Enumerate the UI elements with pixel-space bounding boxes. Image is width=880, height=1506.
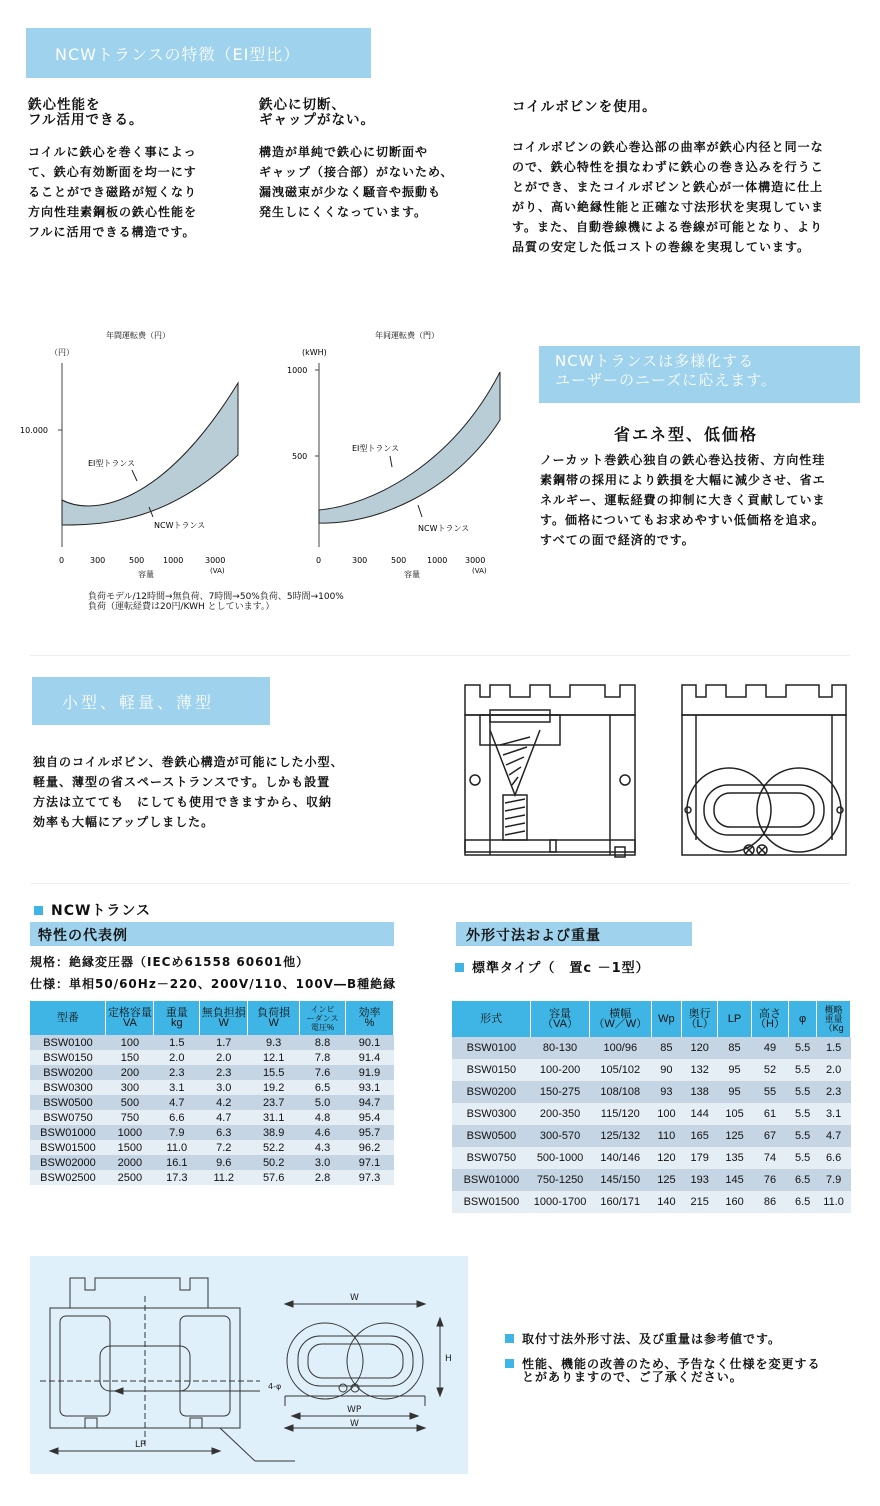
spec-row-cell: 38.9	[248, 1125, 300, 1140]
chart-2-ytick: 500	[292, 452, 308, 461]
spec-heading-text: NCWトランス	[51, 903, 152, 919]
spec-row-cell: 3.1	[154, 1080, 200, 1095]
dims-row-cell: BSW01500	[452, 1191, 531, 1213]
chart-1-xtick: 1000	[163, 556, 184, 565]
compact-body	[33, 752, 393, 832]
spec-row	[30, 1080, 394, 1095]
dims-row-cell: BSW0750	[452, 1147, 531, 1169]
chart-1-xtick: 300	[90, 556, 106, 565]
dims-row-cell: 144	[682, 1103, 718, 1125]
dims-row-cell: BSW0150	[452, 1059, 531, 1081]
spec-col-header: 無負担損 W	[200, 1001, 248, 1035]
spec-row-cell: 31.1	[248, 1110, 300, 1125]
spec-row-cell: 4.2	[200, 1095, 248, 1110]
spec-row-cell: 57.6	[248, 1170, 300, 1185]
spec-row-cell: 7.6	[300, 1065, 346, 1080]
dims-row	[452, 1191, 851, 1213]
chart-1-legend-ei: EI型トランス	[88, 459, 136, 468]
dimension-drawing	[30, 1256, 468, 1474]
spec-row-cell: 95.7	[346, 1125, 394, 1140]
chart-2-title: 年间運転费（門）	[375, 331, 439, 340]
spec-row-cell: BSW02500	[30, 1170, 106, 1185]
chart-2-xtick: 1000	[427, 556, 448, 565]
chart-2-legend-ei: EI型トランス	[352, 444, 400, 453]
dims-row-cell: 193	[682, 1169, 718, 1191]
spec-col-header: 効率 %	[346, 1001, 394, 1035]
spec-row-cell: 5.0	[300, 1095, 346, 1110]
feature-col-3-line: コイルボビンの鉄心巻込部の曲率が鉄心内径と同一な	[512, 140, 824, 154]
feature-col-1-line: て、鉄心有効断面を均一にす	[28, 165, 197, 179]
dims-row-cell: 160	[718, 1191, 752, 1213]
dims-row-cell: 95	[718, 1059, 752, 1081]
spec-row-cell: 9.6	[200, 1155, 248, 1170]
spec-row-cell: 8.8	[300, 1035, 346, 1050]
spec-table	[30, 1001, 394, 1185]
spec-row-cell: 2.0	[154, 1050, 200, 1065]
dims-table	[452, 1001, 851, 1213]
spec-row-cell: 6.3	[200, 1125, 248, 1140]
dim-label-phi: 4-φ	[268, 1382, 282, 1391]
spec-row-cell: 2.3	[200, 1065, 248, 1080]
cost-chart-2	[282, 325, 507, 585]
spec-row-cell: 50.2	[248, 1155, 300, 1170]
dims-row-cell: 145	[718, 1169, 752, 1191]
dims-row-cell: BSW0300	[452, 1103, 531, 1125]
spec-row-cell: 750	[106, 1110, 154, 1125]
dims-row-cell: 125	[718, 1125, 752, 1147]
spec-row-cell: 2500	[106, 1170, 154, 1185]
dims-row-cell: 132	[682, 1059, 718, 1081]
eco-body	[540, 450, 870, 550]
spec-row-cell: 2000	[106, 1155, 154, 1170]
dims-row-cell: 76	[751, 1169, 788, 1191]
feature-col-3-line: 品質の安定した低コストの巻線を実現しています。	[512, 240, 811, 254]
dims-row-cell: 100	[651, 1103, 681, 1125]
spec-row-cell: 52.2	[248, 1140, 300, 1155]
dims-row-cell: BSW01000	[452, 1169, 531, 1191]
dims-row-cell: 115/120	[589, 1103, 651, 1125]
dims-row-cell: 145/150	[589, 1169, 651, 1191]
dims-row-cell: 165	[682, 1125, 718, 1147]
chart-1-ytick: 10.000	[20, 426, 48, 435]
dims-subheading	[455, 957, 650, 976]
spec-row-cell: 19.2	[248, 1080, 300, 1095]
spec-row-cell: 2.0	[200, 1050, 248, 1065]
dims-row-cell: 215	[682, 1191, 718, 1213]
dims-row-cell: 52	[751, 1059, 788, 1081]
spec-row-cell: 1.7	[200, 1035, 248, 1050]
spec-row-cell: 96.2	[346, 1140, 394, 1155]
spec-row-cell: 6.6	[154, 1110, 200, 1125]
spec-row	[30, 1065, 394, 1080]
dims-row	[452, 1059, 851, 1081]
dims-row-cell: 74	[751, 1147, 788, 1169]
dims-row-cell: 500-1000	[531, 1147, 590, 1169]
eco-body-line: す。価格についてもお求めやすい低価格を追求。	[540, 513, 825, 527]
dims-row-cell: 67	[751, 1125, 788, 1147]
dims-row-cell: 105	[718, 1103, 752, 1125]
feature-col-2-title: 鉄心に切断、	[259, 97, 346, 113]
dims-row-cell: 86	[751, 1191, 788, 1213]
dims-row-cell: 750-1250	[531, 1169, 590, 1191]
dims-row-cell: 2.0	[817, 1059, 851, 1081]
section-divider	[30, 655, 850, 656]
dims-row-cell: 5.5	[789, 1037, 817, 1059]
dims-col-header: φ	[789, 1001, 817, 1037]
dims-col-header: 形式	[452, 1001, 531, 1037]
spec-col-header: 負荷損 W	[248, 1001, 300, 1035]
dims-subheading-text: 標準タイプ（ 置c －1型）	[472, 961, 650, 976]
dims-row-cell: 120	[651, 1147, 681, 1169]
spec-row	[30, 1140, 394, 1155]
chart-1-legend-ncw: NCWトランス	[154, 521, 206, 530]
chart-2-xtick: 500	[391, 556, 407, 565]
dims-col-header: 奥行 （L）	[682, 1001, 718, 1037]
chart-2-ylabel: (kWH)	[302, 348, 327, 357]
dims-row-cell: 110	[651, 1125, 681, 1147]
dims-row-cell: 150-275	[531, 1081, 590, 1103]
feature-col-1-title-2: フル活用できる。	[28, 112, 144, 128]
chart-note-line: 負荷（運転経費は20円/KWH としています。）	[88, 602, 275, 612]
compact-body-line: 効率も大幅にアップしました。	[33, 815, 215, 829]
dims-row-cell: 80-130	[531, 1037, 590, 1059]
spec-row-cell: 11.2	[200, 1170, 248, 1185]
dims-row-cell: 125	[651, 1169, 681, 1191]
dims-row-cell: 4.7	[817, 1125, 851, 1147]
eco-body-line: ネルギー、運転経費の抑制に大きく貢献していま	[540, 493, 826, 507]
note-1-text: 取付寸法外形寸法、及び重量は参考値です。	[522, 1332, 782, 1346]
spec-row-cell: 9.3	[248, 1035, 300, 1050]
feature-col-3-line: がり、高い絶縁性能と正確な寸法形状を実現していま	[512, 200, 825, 214]
dims-row-cell: 5.5	[789, 1059, 817, 1081]
chart-2-band	[319, 372, 500, 523]
dims-row	[452, 1169, 851, 1191]
dims-row-cell: BSW0100	[452, 1037, 531, 1059]
feature-col-2	[259, 98, 489, 222]
note-1	[505, 1330, 781, 1347]
spec-row-cell: 500	[106, 1095, 154, 1110]
dims-row-cell: 85	[718, 1037, 752, 1059]
note-2	[505, 1358, 821, 1384]
dims-row-cell: 160/171	[589, 1191, 651, 1213]
feature-banner-title: NCWトランスの特徴（EI型比）	[55, 45, 301, 64]
dims-row-cell: 105/102	[589, 1059, 651, 1081]
diversity-banner-title	[555, 352, 777, 390]
dims-row-cell: 138	[682, 1081, 718, 1103]
dims-row-cell: 3.1	[817, 1103, 851, 1125]
chart-2-legend-ncw: NCWトランス	[418, 524, 470, 533]
chart-2-xtick: 300	[352, 556, 368, 565]
dims-row-cell: 108/108	[589, 1081, 651, 1103]
chart-2-ytick: 1000	[287, 366, 308, 375]
spec-row-cell: BSW0150	[30, 1050, 106, 1065]
dims-col-header: Wp	[651, 1001, 681, 1037]
feature-col-1-line: ることができ磁路が短くなり	[28, 185, 198, 199]
square-bullet-icon	[455, 963, 464, 972]
dims-row-cell: 135	[718, 1147, 752, 1169]
compact-body-line: 軽量、薄型の省スペーストランスです。しかも設置	[33, 775, 331, 789]
chart-2-pointer-ncw	[418, 505, 422, 517]
dims-band-title: 外形寸法および重量	[466, 928, 601, 944]
spec-row-cell: BSW01000	[30, 1125, 106, 1140]
feature-col-1-line: 方向性珪素鋼板の鉄心性能を	[28, 205, 198, 219]
spec-line-1: 規格：絶縁変圧器（IECめ61558 60601他）	[30, 955, 310, 969]
feature-col-2-line: ギャップ（接合部）がないため、	[259, 165, 454, 179]
spec-row-cell: 300	[106, 1080, 154, 1095]
dims-row-cell: 95	[718, 1081, 752, 1103]
dims-row-cell: 2.3	[817, 1081, 851, 1103]
spec-header-row	[30, 1001, 394, 1035]
spec-row-cell: 17.3	[154, 1170, 200, 1185]
chart-note-line: 負荷モデル/12時間→無負荷、7時間→50%負荷、5時間→100%	[88, 592, 344, 602]
spec-row-cell: BSW0100	[30, 1035, 106, 1050]
dims-row-cell: 5.5	[789, 1103, 817, 1125]
spec-row-cell: BSW02000	[30, 1155, 106, 1170]
dims-col-header: 概略 重量 （Kg	[817, 1001, 851, 1037]
chart-2-pointer-ei	[390, 456, 392, 467]
spec-row-cell: 1.5	[154, 1035, 200, 1050]
dim-label-h: H	[445, 1354, 452, 1364]
spec-row-cell: BSW0750	[30, 1110, 106, 1125]
spec-row-cell: 100	[106, 1035, 154, 1050]
square-bullet-icon	[34, 906, 43, 915]
dims-row-cell: 100-200	[531, 1059, 590, 1081]
chart-1-band	[62, 383, 238, 525]
transformer-side-drawing	[455, 675, 645, 870]
spec-row-cell: 2.8	[300, 1170, 346, 1185]
spec-row-cell: 4.7	[154, 1095, 200, 1110]
eco-body-line: ノーカット巻鉄心独自の鉄心巻込技術、方向性珪	[540, 453, 826, 467]
chart-1-xtick: 0	[59, 556, 65, 565]
spec-row-cell: 12.1	[248, 1050, 300, 1065]
dims-row-cell: 5.5	[789, 1147, 817, 1169]
dims-row-cell: 85	[651, 1037, 681, 1059]
cost-chart-1	[20, 325, 265, 585]
spec-row-cell: 97.3	[346, 1170, 394, 1185]
dim-label-w-bottom: W	[350, 1419, 359, 1429]
dims-row	[452, 1081, 851, 1103]
dims-row-cell: BSW0200	[452, 1081, 531, 1103]
compact-body-line: 独自のコイルボビン、巻鉄心構造が可能にした小型、	[33, 755, 344, 769]
eco-body-line: 素鋼帯の採用により鉄損を大幅に減少させ、省エ	[540, 473, 826, 487]
feature-col-2-title-2: ギャップがない。	[259, 112, 375, 128]
chart-note	[88, 592, 344, 612]
dims-row-cell: 125/132	[589, 1125, 651, 1147]
dims-row-cell: 1000-1700	[531, 1191, 590, 1213]
spec-band-title: 特性の代表例	[38, 928, 128, 944]
diversity-banner-line: NCWトランスは多様化する	[555, 352, 755, 370]
spec-row-cell: BSW0300	[30, 1080, 106, 1095]
spec-col-header: インピ ーダンス 電圧%	[300, 1001, 346, 1035]
dims-col-header: 高さ （H）	[751, 1001, 788, 1037]
spec-row	[30, 1050, 394, 1065]
spec-row-cell: 7.2	[200, 1140, 248, 1155]
dims-row-cell: 11.0	[817, 1191, 851, 1213]
dims-row	[452, 1125, 851, 1147]
diversity-banner-line: ユーザーのニーズに応えます。	[555, 371, 778, 389]
dims-row-cell: 5.5	[789, 1125, 817, 1147]
spec-row-cell: BSW0200	[30, 1065, 106, 1080]
spec-row-cell: 91.9	[346, 1065, 394, 1080]
spec-row-cell: 16.1	[154, 1155, 200, 1170]
feature-col-1-line: フルに活用できる構造です。	[28, 225, 196, 239]
feature-col-1-line: コイルに鉄心を巻く事によっ	[28, 145, 197, 159]
spec-row-cell: 15.5	[248, 1065, 300, 1080]
dims-row-cell: 49	[751, 1037, 788, 1059]
compact-banner-title: 小型、軽量、薄型	[62, 693, 215, 712]
feature-col-1-title: 鉄心性能を	[28, 97, 101, 113]
dims-row-cell: 140/146	[589, 1147, 651, 1169]
spec-row-cell: 91.4	[346, 1050, 394, 1065]
dims-row-cell: 140	[651, 1191, 681, 1213]
dims-row-cell: BSW0500	[452, 1125, 531, 1147]
chart-2-xunit: (VA)	[472, 567, 487, 575]
spec-row-cell: 4.3	[300, 1140, 346, 1155]
spec-row	[30, 1110, 394, 1125]
feature-col-2-line: 発生しにくくなっています。	[259, 205, 428, 219]
spec-row-cell: 2.3	[154, 1065, 200, 1080]
spec-row	[30, 1035, 394, 1050]
feature-col-3	[512, 100, 872, 257]
dims-row	[452, 1147, 851, 1169]
section-divider-2	[30, 883, 850, 884]
spec-row	[30, 1170, 394, 1185]
spec-row-cell: 150	[106, 1050, 154, 1065]
dims-row-cell: 1.5	[817, 1037, 851, 1059]
feature-col-1	[28, 98, 248, 242]
dims-row-cell: 100/96	[589, 1037, 651, 1059]
chart-1-xlabel: 容量	[138, 570, 154, 579]
feature-col-3-title: コイルボビンを使用。	[512, 99, 657, 115]
spec-row-cell: 90.1	[346, 1035, 394, 1050]
spec-row-cell: 11.0	[154, 1140, 200, 1155]
chart-1-title: 年間運転费（円）	[106, 331, 170, 340]
dims-row-cell: 6.5	[789, 1169, 817, 1191]
spec-row-cell: 97.1	[346, 1155, 394, 1170]
dims-row-cell: 90	[651, 1059, 681, 1081]
spec-row-cell: 4.7	[200, 1110, 248, 1125]
spec-row-cell: 94.7	[346, 1095, 394, 1110]
spec-row-cell: 23.7	[248, 1095, 300, 1110]
dims-row-cell: 120	[682, 1037, 718, 1059]
feature-col-2-line: 構造が単純で鉄心に切断面や	[259, 145, 429, 159]
note-2-text: 性能、機能の改善のため、予告なく仕様を変更する	[522, 1357, 821, 1371]
eco-body-line: すべての面で経済的です。	[540, 533, 695, 547]
chart-1-pointer-ei	[132, 470, 137, 481]
dim-label-wp: WP	[347, 1405, 362, 1415]
spec-row-cell: 93.1	[346, 1080, 394, 1095]
dims-row-cell: 6.6	[817, 1147, 851, 1169]
dim-label-w-top: W	[350, 1293, 359, 1303]
spec-row-cell: 7.9	[154, 1125, 200, 1140]
dims-row-cell: 93	[651, 1081, 681, 1103]
spec-col-header: 型番	[30, 1001, 106, 1035]
spec-row-cell: BSW01500	[30, 1140, 106, 1155]
feature-col-3-line: とができ、またコイルボビンと鉄心が一体構造に仕上	[512, 180, 824, 194]
dims-row	[452, 1103, 851, 1125]
feature-col-3-line: ので、鉄心特性を損なわずに鉄心の巻き込みを行うこ	[512, 160, 824, 174]
transformer-front-drawing	[674, 675, 854, 870]
spec-row-cell: 200	[106, 1065, 154, 1080]
feature-col-2-line: 漏洩磁束が少なく騒音や振動も	[259, 185, 442, 199]
dims-row-cell: 200-350	[531, 1103, 590, 1125]
spec-col-header: 定格容量 VA	[106, 1001, 154, 1035]
dims-row-cell: 7.9	[817, 1169, 851, 1191]
square-bullet-icon	[505, 1334, 514, 1343]
spec-row	[30, 1095, 394, 1110]
chart-1-xunit: (VA)	[210, 567, 225, 575]
dims-row-cell: 6.5	[789, 1191, 817, 1213]
spec-row-cell: 3.0	[200, 1080, 248, 1095]
dims-row-cell: 5.5	[789, 1081, 817, 1103]
square-bullet-icon	[505, 1359, 514, 1368]
dims-col-header: 容量 （VA）	[531, 1001, 590, 1037]
spec-row-cell: BSW0500	[30, 1095, 106, 1110]
dims-col-header: 横幅 （W／W）	[589, 1001, 651, 1037]
dim-label-lp: LP	[135, 1440, 146, 1450]
dims-row-cell: 61	[751, 1103, 788, 1125]
dims-row	[452, 1037, 851, 1059]
chart-2-xtick: 0	[316, 556, 322, 565]
dims-row-cell: 55	[751, 1081, 788, 1103]
note-2-text-2: とがありますので、ご了承ください。	[522, 1370, 743, 1384]
spec-row	[30, 1125, 394, 1140]
spec-line-2: 仕様：単相50/60Hz－220、200V/110、100V―B種絶縁	[30, 977, 397, 991]
spec-row-cell: 1500	[106, 1140, 154, 1155]
chart-1-ylabel: （円）	[50, 348, 74, 357]
chart-1-xtick: 500	[129, 556, 145, 565]
spec-heading	[34, 900, 151, 920]
spec-row-cell: 4.8	[300, 1110, 346, 1125]
spec-row	[30, 1155, 394, 1170]
dims-row-cell: 179	[682, 1147, 718, 1169]
eco-subtitle: 省エネ型、低価格	[614, 425, 759, 444]
chart-2-xlabel: 容量	[404, 570, 420, 579]
spec-row-cell: 95.4	[346, 1110, 394, 1125]
dims-row-cell: 300-570	[531, 1125, 590, 1147]
dims-col-header: LP	[718, 1001, 752, 1037]
compact-body-line: 方法は立てても にしても使用できますから、収納	[33, 795, 333, 809]
spec-row-cell: 4.6	[300, 1125, 346, 1140]
spec-col-header: 重量 kg	[154, 1001, 200, 1035]
chart-2-xtick: 3000	[465, 556, 486, 565]
dims-header-row	[452, 1001, 851, 1037]
chart-1-xtick: 3000	[205, 556, 226, 565]
spec-row-cell: 3.0	[300, 1155, 346, 1170]
spec-row-cell: 1000	[106, 1125, 154, 1140]
feature-col-3-line: す。また、自動巻線機による巻線が可能となり、より	[512, 220, 824, 234]
spec-row-cell: 7.8	[300, 1050, 346, 1065]
spec-row-cell: 6.5	[300, 1080, 346, 1095]
